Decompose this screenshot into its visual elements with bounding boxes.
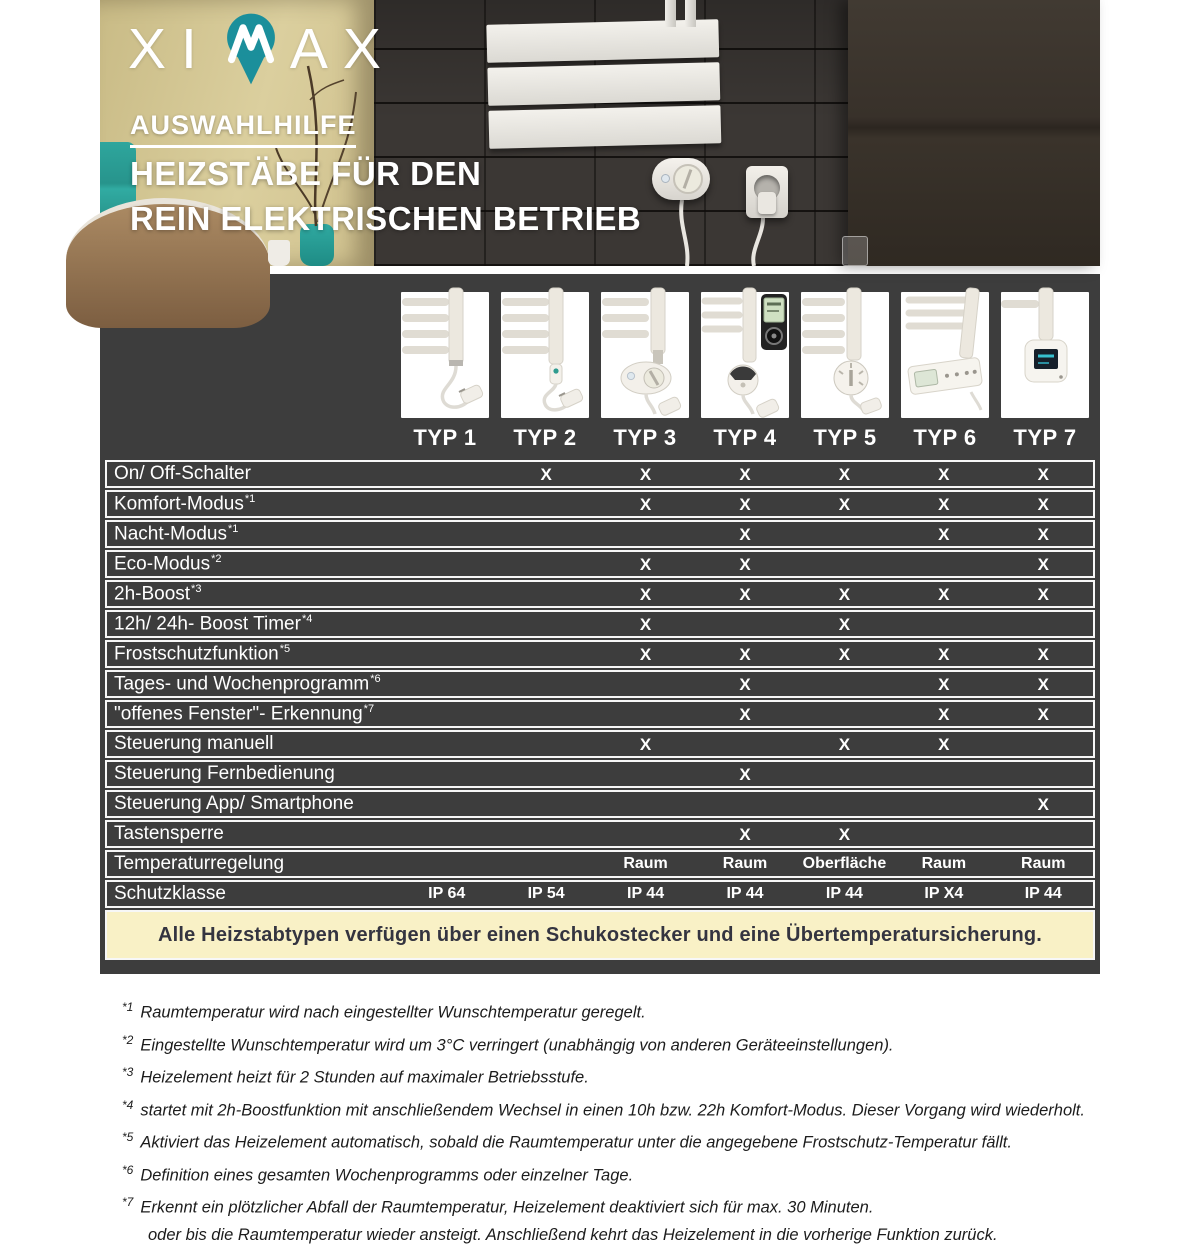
typ-column-7 (995, 292, 1095, 457)
note-band (105, 910, 1095, 960)
feature-matrix (105, 460, 1095, 908)
typ-label: TYP 7 (1013, 425, 1077, 450)
ximax-logo (128, 12, 396, 86)
footnote (122, 1157, 1100, 1190)
matrix-value: X (739, 464, 751, 484)
typ-label: TYP 1 (413, 425, 477, 450)
feature-row (105, 520, 1095, 548)
typ-label: TYP 2 (513, 425, 577, 450)
feature-row (105, 850, 1095, 878)
matrix-value: X (639, 614, 652, 634)
radiator-slat (487, 62, 720, 106)
heater-led (661, 174, 670, 183)
matrix-value: IP 44 (726, 885, 764, 902)
matrix-value: X (639, 464, 652, 484)
matrix-value: X (1037, 644, 1049, 664)
matrix-value: X (739, 764, 751, 784)
hero-title (130, 151, 641, 241)
typ-5-product-image (801, 292, 889, 418)
feature-label: Eco-Modus$^{*2}$ (114, 552, 222, 575)
footnote-text: Erkennt ein plötzlicher Abfall der Raumtemperatur, Heizelement deaktiviert sich für max. 30 Minuten. (140, 1198, 874, 1217)
feature-row (105, 580, 1095, 608)
matrix-value: Raum (921, 855, 967, 872)
footnote-marker: *2 (122, 1032, 134, 1047)
footnote-text: Aktiviert das Heizelement automatisch, sobald die Raumtemperatur unter die angegebene Frostschutz-Temperatur fällt. (140, 1133, 1012, 1152)
typ-label: TYP 3 (613, 425, 677, 450)
typ-3-product-image (601, 292, 689, 418)
footnote (122, 1124, 1100, 1157)
feature-label: Steuerung Fernbedienung (114, 763, 335, 784)
typ-1-product-image (401, 292, 489, 418)
feature-label: Steuerung App/ Smartphone (114, 793, 354, 814)
matrix-value: X (938, 734, 950, 754)
footnote-marker: *3 (122, 1065, 134, 1079)
footnote-text: Eingestellte Wunschtemperatur wird um 3°C verringert (unabhängig von anderen Geräteeinstellungen). (140, 1036, 894, 1054)
matrix-value: Raum (722, 855, 768, 872)
typ-column-4 (695, 292, 795, 457)
matrix-value: X (938, 674, 950, 694)
matrix-value: X (540, 464, 552, 484)
glass (842, 236, 868, 266)
hero-banner (100, 0, 1100, 266)
footnote (122, 1092, 1100, 1125)
typ-column-2 (495, 292, 595, 457)
typ-label: TYP 4 (713, 425, 777, 450)
feature-label: Temperaturregelung (114, 853, 285, 874)
feature-row (105, 820, 1095, 848)
hero-title-line1: HEIZSTÄBE FÜR DEN (130, 155, 482, 192)
feature-label: Tastensperre (114, 823, 224, 844)
matrix-value: Oberfläche (802, 855, 887, 872)
matrix-value: X (739, 824, 751, 844)
matrix-value: X (838, 614, 851, 634)
matrix-value: IP 44 (1024, 885, 1062, 902)
matrix-value: X (639, 734, 652, 754)
cup (268, 240, 290, 266)
matrix-value: Raum (1021, 855, 1066, 872)
footnote-marker: *1 (122, 1000, 134, 1014)
matrix-value: IP 44 (825, 885, 863, 902)
feature-row (105, 490, 1095, 518)
matrix-value: IP 54 (527, 885, 565, 902)
matrix-value: X (938, 704, 950, 724)
matrix-value: X (1037, 674, 1049, 694)
typ-4-product-image (701, 292, 789, 418)
feature-label: 12h/ 24h- Boost Timer$^{*4}$ (114, 612, 313, 635)
panel-radiator-photo (486, 19, 721, 163)
logo-text-ax: AX (289, 16, 396, 81)
feature-row (105, 640, 1095, 668)
matrix-value: X (938, 464, 950, 484)
feature-label: Komfort-Modus$^{*1}$ (114, 492, 256, 515)
typ-2-product-image (501, 292, 589, 418)
feature-row (105, 700, 1095, 728)
typ-label: TYP 5 (813, 425, 877, 450)
footnote-marker: *4 (122, 1097, 134, 1112)
footnote-text: Definition eines gesamten Wochenprogramms oder einzelner Tage. (140, 1166, 634, 1184)
typ-column-1 (395, 292, 495, 457)
matrix-value: X (639, 584, 652, 604)
footnote-marker: *6 (122, 1162, 134, 1177)
footnote-text: Heizelement heizt für 2 Stunden auf maximaler Betriebsstufe. (140, 1068, 589, 1087)
feature-row (105, 610, 1095, 638)
matrix-value: IP X4 (924, 885, 964, 902)
feature-label: 2h-Boost$^{*3}$ (114, 582, 202, 605)
feature-row (105, 760, 1095, 788)
feature-row (105, 880, 1095, 908)
matrix-value: X (838, 644, 851, 664)
bathroom-cabinet (848, 0, 1100, 266)
footnote (122, 1222, 1100, 1249)
matrix-value: X (639, 644, 652, 664)
feature-label: Tages- und Wochenprogramm$^{*6}$ (114, 672, 381, 695)
hero-title-line2: REIN ELEKTRISCHEN BETRIEB (130, 200, 642, 237)
typ-column-3 (595, 292, 695, 457)
matrix-value: X (639, 494, 652, 514)
matrix-value: X (739, 704, 751, 724)
footnote (122, 994, 1100, 1027)
footnote-text: startet mit 2h-Boostfunktion mit anschließendem Wechsel in einen 10h bzw. 22h Komfort-Modus. Dieser Vorgang wird wiederholt. (140, 1101, 1085, 1119)
matrix-value: Raum (623, 855, 668, 872)
comparison-table (100, 274, 1100, 974)
matrix-value: X (739, 584, 751, 604)
feature-label: Schutzklasse (114, 883, 226, 904)
matrix-value: IP 44 (627, 885, 665, 902)
matrix-value: X (1037, 494, 1049, 514)
logo-text-xi: XI (128, 16, 212, 81)
heater-dial (673, 164, 703, 194)
radiator-slat (488, 105, 721, 149)
footnote-text: Raumtemperatur wird nach eingestellter Wunschtemperatur geregelt. (140, 1003, 646, 1022)
note-text: Alle Heizstabtypen verfügen über einen Schukostecker und eine Übertemperatursicherung. (157, 923, 1043, 946)
feature-row (105, 460, 1095, 488)
footnote (122, 1027, 1100, 1060)
footnote (122, 1189, 1100, 1222)
typ-column-5 (795, 292, 895, 457)
feature-label: On/ Off-Schalter (114, 463, 251, 484)
brochure-page (100, 0, 1100, 1249)
matrix-value: X (739, 494, 751, 514)
matrix-value: X (739, 644, 751, 664)
matrix-value: X (1037, 524, 1049, 544)
matrix-value: X (838, 494, 851, 514)
hero-kicker: AUSWAHLHILFE (130, 110, 356, 148)
matrix-value: X (639, 554, 652, 574)
feature-label: Steuerung manuell (114, 733, 274, 754)
matrix-value: X (1037, 554, 1049, 574)
typ-6-product-image (901, 292, 989, 418)
ximax-logo-mark-icon (220, 12, 282, 86)
matrix-value: X (838, 734, 851, 754)
footnotes-list (100, 974, 1100, 1249)
typ-7-product-image (1001, 292, 1089, 418)
matrix-value: IP 64 (428, 885, 466, 902)
electric-heating-element (652, 158, 710, 200)
matrix-value: X (938, 494, 950, 514)
matrix-value: X (1037, 704, 1049, 724)
power-plug (758, 192, 776, 214)
matrix-value: X (938, 584, 950, 604)
feature-label: Nacht-Modus$^{*1}$ (114, 522, 239, 545)
feature-row (105, 730, 1095, 758)
feature-label: "offenes Fenster"- Erkennung$^{*7}$ (114, 702, 375, 725)
matrix-value: X (938, 524, 950, 544)
footnote-marker: *7 (122, 1195, 134, 1209)
footnote-text: oder bis die Raumtemperatur wieder ansteigt. Anschließend kehrt das Heizelement in die vorherige Funktion zurück. (148, 1225, 998, 1244)
radiator-pipe (685, 0, 696, 27)
matrix-value: X (1037, 584, 1049, 604)
matrix-value: X (739, 524, 751, 544)
feature-row (105, 790, 1095, 818)
typ-label: TYP 6 (913, 425, 977, 450)
footnote-marker: *5 (122, 1130, 134, 1144)
matrix-value: X (739, 554, 751, 574)
wall-socket (746, 166, 788, 218)
matrix-value: X (1037, 794, 1049, 814)
matrix-value: X (838, 584, 851, 604)
matrix-value: X (838, 464, 851, 484)
feature-row (105, 550, 1095, 578)
matrix-value: X (1037, 464, 1049, 484)
matrix-value: X (739, 674, 751, 694)
feature-row (105, 670, 1095, 698)
matrix-value: X (838, 824, 851, 844)
typ-column-6 (895, 292, 995, 457)
footnote (122, 1059, 1100, 1092)
radiator-pipe (665, 0, 676, 27)
matrix-value: X (938, 644, 950, 664)
feature-label: Frostschutzfunktion$^{*5}$ (114, 642, 291, 665)
